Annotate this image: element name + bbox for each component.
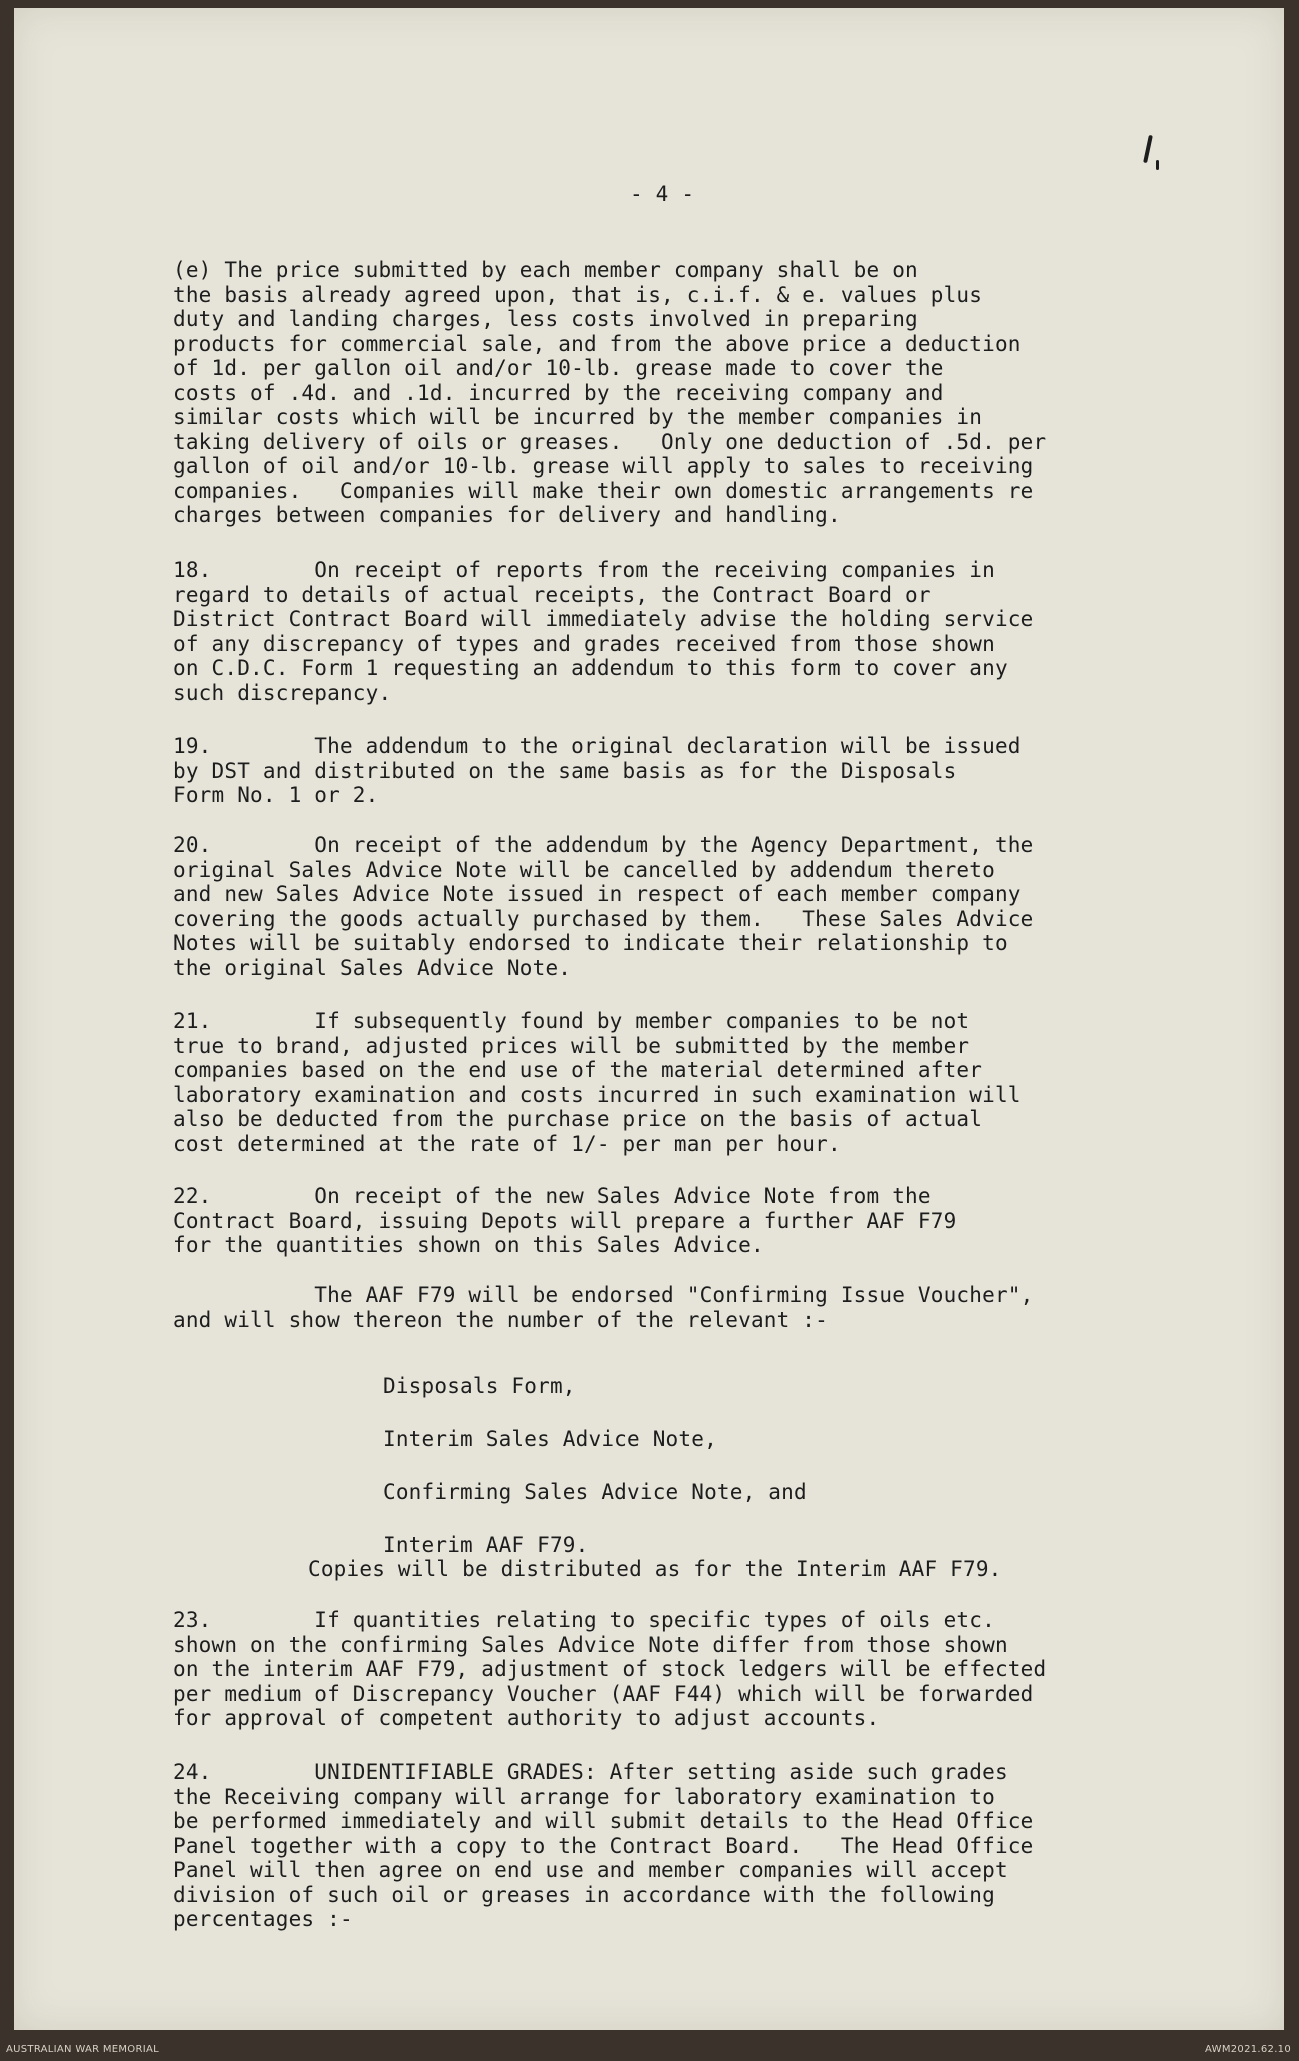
copies-distribution-line: Copies will be distributed as for the Interim AAF F79. [308,1557,1002,1581]
paragraph-e: (e) The price submitted by each member company shall be on the basis already agreed upon, that is, c.i.f. & e. values plus duty and landing charges, less costs involved in preparing products for commercial sale, and from the above price a deduction of 1d. per gallon oil and/or 10-lb. grease made to cover the costs of .4d. and .1d. incurred by the receiving company and similar costs which will be incurred by the member companies in taking delivery of oils or greases. Only one deduction of .5d. per gallon of oil and/or 10-lb. grease will apply to sales to receiving companies. Companies will make their own domestic arrangements re charges between companies for delivery and handling. [173,258,1047,527]
paragraph-21: 21. If subsequently found by member companies to be not true to brand, adjusted prices will be submitted by the member companies based on the end use of the material determined after laboratory examination and costs incurred in such examination will also be deducted from the purchase price on the basis of actual cost determined at the rate of 1/- per man per hour. [173,1009,1021,1156]
ink-mark [1156,160,1159,170]
archive-credit: AUSTRALIAN WAR MEMORIAL [6,2044,159,2055]
relevant-documents-list: Disposals Form, Interim Sales Advice Note, Confirming Sales Advice Note, and Interim AAF F79. [383,1374,807,1557]
paragraph-20: 20. On receipt of the addendum by the Agency Department, the original Sales Advice Note will be cancelled by addendum thereto and new Sales Advice Note issued in respect of each member company covering the goods actually purchased by them. These Sales Advice Notes will be suitably endorsed to indicate their relationship to the original Sales Advice Note. [173,833,1034,980]
paragraph-23: 23. If quantities relating to specific types of oils etc. shown on the confirming Sales Advice Note differ from those shown on the interim AAF F79, adjustment of stock ledgers will be effected per medium of Discrepancy Voucher (AAF F44) which will be forwarded for approval of competent authority to adjust accounts. [173,1608,1047,1730]
paragraph-18: 18. On receipt of reports from the receiving companies in regard to details of actual receipts, the Contract Board or District Contract Board will immediately advise the holding service of any discrepancy of types and grades received from those shown on C.D.C. Form 1 requesting an addendum to this form to cover any such discrepancy. [173,558,1034,705]
paragraph-22: 22. On receipt of the new Sales Advice Note from the Contract Board, issuing Depots will prepare a further AAF F79 for the quantities shown on this Sales Advice. [173,1184,957,1257]
paragraph-22-continued: The AAF F79 will be endorsed "Confirming Issue Voucher", and will show thereon the number of the relevant :- [173,1283,1034,1332]
paragraph-19: 19. The addendum to the original declaration will be issued by DST and distributed on the same basis as for the Disposals Form No. 1 or 2. [173,734,1021,807]
page-number: - 4 - [630,182,695,206]
archive-reference: AWM2021.62.10 [1205,2044,1291,2055]
paragraph-24: 24. UNIDENTIFIABLE GRADES: After setting aside such grades the Receiving company will arrange for laboratory examination to be performed immediately and will submit details to the Head Office Panel together with a copy to the Contract Board. The Head Office Panel will then agree on end use and member companies will accept division of such oil or greases in accordance with the following percentages :- [173,1760,1034,1931]
